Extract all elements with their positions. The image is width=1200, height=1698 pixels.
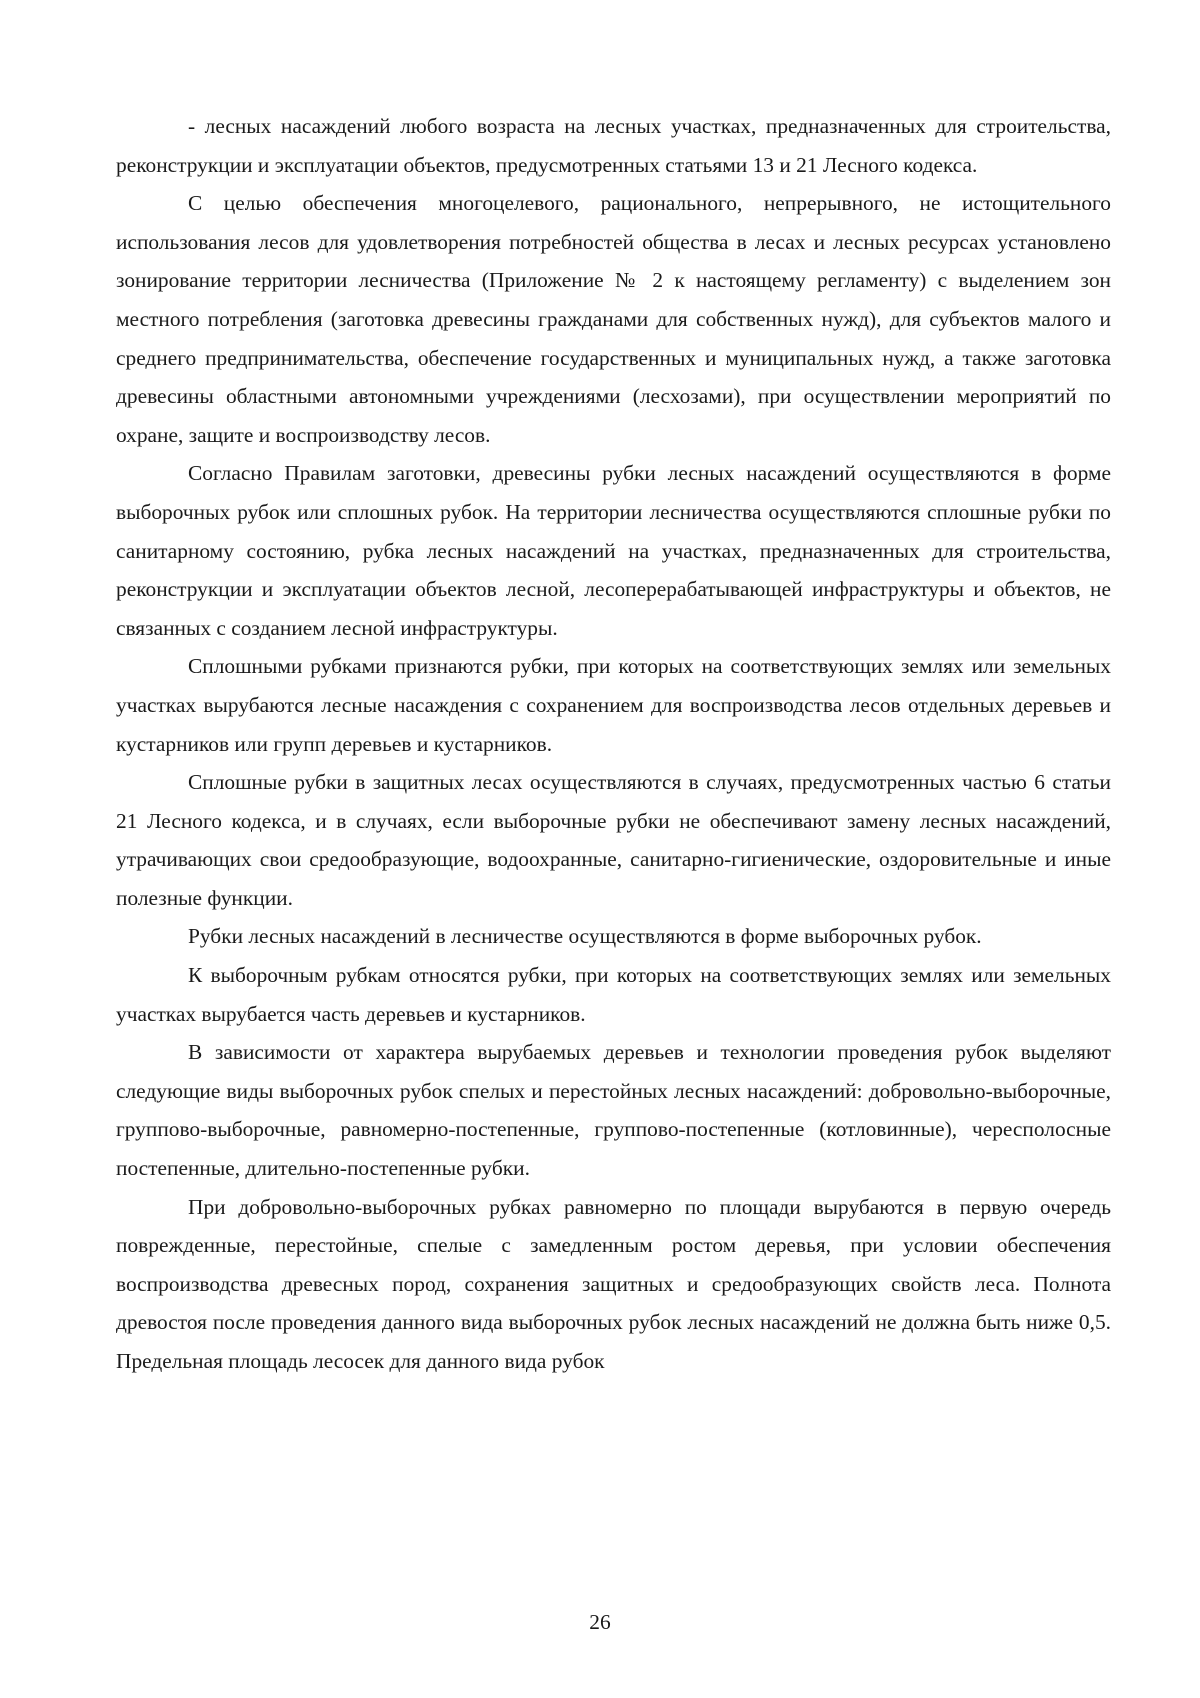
paragraph-harvesting-rules: Согласно Правилам заготовки, древесины рубки лесных насаждений осуществляются в форме выборочных рубок или сплошных рубок. На территории лесничества осуществляются сплошные рубки по санитарному состоянию, рубка лесных насаждений на участках, предназначенных для строительства, реконструкции и эксплуатации объектов лесной, лесоперерабатывающей инфраструктуры и объектов, не связанных с созданием лесной инфраструктуры. xyxy=(116,461,1111,640)
body-text xyxy=(116,107,1111,1381)
paragraph-selective-form: Рубки лесных насаждений в лесничестве осуществляются в форме выборочных рубок. xyxy=(188,924,982,949)
page-number: 26 xyxy=(589,1610,611,1634)
paragraph-clear-cutting-protective-forests: Сплошные рубки в защитных лесах осуществляются в случаях, предусмотренных частью 6 статьи 21 Лесного кодекса, и в случаях, если выборочные рубки не обеспечивают замену лесных насаждений, утрачивающих свои средообразующие, водоохранные, санитарно-гигиенические, оздоровительные и иные полезные функции. xyxy=(116,770,1111,910)
paragraph-construction-objects: - лесных насаждений любого возраста на лесных участках, предназначенных для строительства, реконструкции и эксплуатации объектов, предусмотренных статьями 13 и 21 Лесного кодекса. xyxy=(116,114,1111,177)
paragraph-selective-definition: К выборочным рубкам относятся рубки, при которых на соответствующих землях или земельных участках вырубается часть деревьев и кустарников. xyxy=(116,963,1111,1026)
paragraph-zoning: С целью обеспечения многоцелевого, рационального, непрерывного, не истощительного использования лесов для удовлетворения потребностей общества в лесах и лесных ресурсах установлено зонирование территории лесничества (Приложение № 2 к настоящему регламенту) с выделением зон местного потребления (заготовка древесины гражданами для собственных нужд), для субъектов малого и среднего предпринимательства, обеспечение государственных и муниципальных нужд, а также заготовка древесины областными автономными учреждениями (лесхозами), при осуществлении мероприятий по охране, защите и воспроизводству лесов. xyxy=(116,191,1111,447)
paragraph-selective-types: В зависимости от характера вырубаемых деревьев и технологии проведения рубок выделяют следующие виды выборочных рубок спелых и перестойных лесных насаждений: добровольно-выборочные, группово-выборочные, равномерно-постепенные, группово-постепенные (котловинные), чересполосные постепенные, длительно-постепенные рубки. xyxy=(116,1040,1111,1181)
paragraph-clear-cutting-definition: Сплошными рубками признаются рубки, при которых на соответствующих землях или земельных участках вырубаются лесные насаждения с сохранением для воспроизводства лесов отдельных деревьев и кустарников или групп деревьев и кустарников. xyxy=(116,654,1111,756)
paragraph-voluntary-selective: При добровольно-выборочных рубках равномерно по площади вырубаются в первую очередь поврежденные, перестойные, спелые с замедленным ростом деревья, при условии обеспечения воспроизводства древесных пород, сохранения защитных и средообразующих свойств леса. Полнота древостоя после проведения данного вида выборочных рубок лесных насаждений не должна быть ниже 0,5. Предельная площадь лесосек для данного вида рубок xyxy=(116,1194,1111,1373)
